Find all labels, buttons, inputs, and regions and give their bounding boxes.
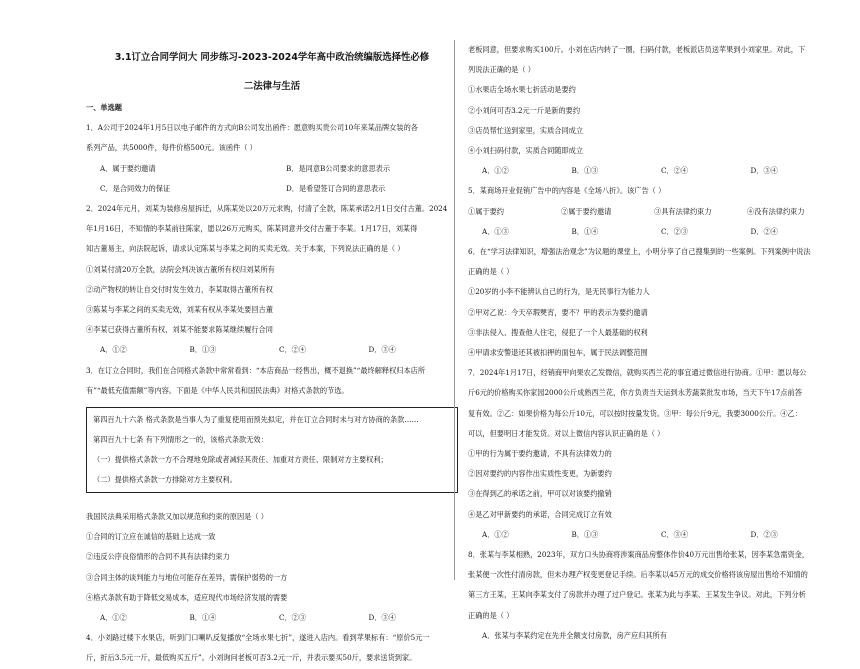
q2-option-d: D．③④	[368, 345, 396, 355]
q3-box-line1: 第四百九十六条 格式条款是当事人为了重复使用而预先拟定，并在订立合同时未与对方协商的条款……	[93, 415, 419, 425]
q4-cont-line2: 列说法正确的是（ ）	[468, 65, 535, 75]
q4-statement-2: ②小刘问可否3.2元一斤是新的要约	[468, 105, 581, 115]
q2-options	[86, 340, 458, 360]
q3-statement-4: ④格式条款有助于降低交易成本，适应现代市场经济发展的需要	[86, 592, 288, 602]
q3-statement-3: ③合同主体的谈判能力与地位可能存在差异，需保护弱势的一方	[86, 572, 288, 582]
q4-option-c: C．②④	[661, 166, 689, 176]
q4-options	[468, 161, 840, 181]
q5-options	[468, 222, 840, 242]
q3-box-line2: 第四百九十七条 有下列情形之一的，该格式条款无效：	[93, 435, 268, 445]
left-column	[86, 40, 458, 669]
q5-stem: 5．某商场开业促销广告中的内容是《全场八折》。该广告（ ）	[468, 186, 666, 196]
q1-stem-line1: 1．A公司于2024年1月5日以电子邮件的方式向B公司发出函件：愿意购买贵公司10年来某品牌女装的各	[86, 123, 418, 133]
q5-statement-2: ②属于要约邀请	[561, 206, 612, 216]
q5-option-d: D．②④	[750, 226, 778, 236]
q1-option-c: C．是合同效力的保证	[100, 183, 171, 193]
q6-stem-line1: 6．在“学习法律知识，增强法治观念”为议题的课堂上，小明分享了自己搜集到的一些案例。下列案例中说法	[468, 247, 811, 257]
q3-option-a: A．①②	[100, 613, 127, 623]
q1-option-b: B．是同意B公司要求的意思表示	[286, 163, 391, 173]
q8-option-a: A．张某与李某约定在先并全额支付房款，房产应归其所有	[482, 630, 667, 640]
q1-stem-line2: 系列产品，共5000件，每件价格500元。该函件（ ）	[86, 143, 257, 153]
q6-stem-line2: 正确的是（ ）	[468, 267, 514, 277]
right-column	[468, 40, 840, 646]
q2-option-b: B．①③	[189, 345, 217, 355]
q2-stem-line2: 年1月16日，不知情的李某前往陈家，愿以26万元购买，陈某同意并交付古董于李某。1月17日，刘某得	[86, 224, 418, 234]
q1-option-d: D．是希望签订合同的意思表示	[286, 183, 386, 193]
q3-option-d: D．③④	[368, 613, 396, 623]
q3-stem-line2: 有”“最低充值需额”等内容。下面是《中华人民共和国民法典》对格式条款的节选。	[86, 385, 349, 395]
q2-option-a: A．①②	[100, 345, 127, 355]
q4-statement-4: ④小刘扫码付款，实质合同随即成立	[468, 146, 584, 156]
q8-stem-line2: 张某便一次性付清房款，但未办理产权变更登记手续。后李某以45万元的成交价格将该房屋出售给不知情的	[468, 570, 808, 580]
q8-stem-line1: 8．张某与李某相熟，2023年，双方口头协商将涉案商品房整体作价40万元出售给张某，因李某急需资金，	[468, 550, 810, 560]
q5-statement-1: ①属于要约	[468, 206, 504, 216]
q8-stem-line4: 正确的是（ ）	[468, 610, 514, 620]
q3-option-c: C．②③	[279, 613, 307, 623]
q6-statement-2: ②甲对乙说：今天卒瑕僰宵，要不？甲的表示为要约邀请	[468, 307, 648, 317]
q2-stem-line3: 知古董易主，向法院起诉，请求认定陈某与李某之间的买卖无效。关于本案，下列说法正确的是（ ）	[86, 244, 405, 254]
q5-statement-3: ③具有法律约束力	[654, 206, 712, 216]
q7-stem-line1: 7．2024年1月17日，经销商甲向果农乙发微信，就购买西兰花的事宜通过微信进行协商。①甲：愿以每公	[468, 368, 807, 378]
q2-statement-1: ①刘某付清20万全款，法院会判决该古董所有权归刘某所有	[86, 264, 275, 274]
q7-statement-3: ③在得到乙的承诺之前，甲可以对该要约撤销	[468, 489, 612, 499]
q6-statement-4: ④甲请求安警退还其被扣押的面包车，属于民法调整范围	[468, 348, 648, 358]
q5-option-b: B．①④	[571, 226, 599, 236]
q1-options-row1	[86, 159, 458, 179]
q7-statement-4: ④是乙对甲新要约的承诺，合同完成订立有效	[468, 509, 612, 519]
q7-stem-line4: 可以，但要明日才能发货。对以上微信内容认识正确的是（ ）	[468, 428, 665, 438]
q5-statements	[468, 202, 840, 222]
q5-option-c: C．②③	[661, 226, 689, 236]
q3-stem-line1: 3．在订立合同时，我们在合同格式条款中常常看到：“本店商品一经售出，概不退换”“最终解释权归本店所	[86, 365, 426, 375]
section-heading: 一、单选题	[86, 103, 122, 112]
q4-statement-1: ①水果店全场水果七折活动是要约	[468, 85, 576, 95]
q7-statement-2: ②因对要约的内容作出实质性变更，为新要约	[468, 469, 612, 479]
q2-statement-4: ④李某已获得古董所有权，刘某不能要求陈某继续履行合同	[86, 325, 273, 335]
q7-stem-line2: 斤6元的价格购买你家园2000公斤成熟西兰花，你方负责当天运到永芳蔬菜批发市场，当天下午17点前答	[468, 388, 802, 398]
doc-title-line2: 二法律与生活	[243, 81, 301, 92]
q2-statement-3: ③陈某与李某之间的买卖无效，刘某有权从李某处要回古董	[86, 305, 273, 315]
q7-option-d: D．②③	[750, 529, 778, 539]
q7-statement-1: ①甲的行为属于要约邀请，不具有法律效力的	[468, 449, 612, 459]
q6-statement-1: ①20岁的小李不能辨认自己的行为，是无民事行为能力人	[468, 287, 650, 297]
q5-option-a: A．①③	[482, 226, 509, 236]
q3-question: 我国民法典采用格式条款又加以规范和约束的原因是（ ）	[86, 512, 268, 522]
column-divider	[454, 40, 455, 580]
q3-box-line4: （二）提供格式条款一方排除对方主要权利。	[93, 475, 237, 485]
q7-options	[468, 525, 840, 545]
q5-statement-4: ④没有法律约束力	[747, 206, 805, 216]
q3-quote-box	[86, 407, 458, 493]
q3-box-line3: （一）提供格式条款一方不合理地免除或者减轻其责任、加重对方责任、限制对方主要权利；	[93, 455, 388, 465]
q4-option-a: A．①②	[482, 166, 509, 176]
q4-cont-line1: 老板同意，但要求购买100斤。小刘在店内转了一圈，扫码付款，老板派店员送苹果到小刘家里。对此，下	[468, 45, 806, 54]
q2-option-c: C．②④	[279, 345, 307, 355]
q2-stem-line1: 2．2024年元月，刘某为装修房屋拆迁，从陈某处以20万元求购，付清了全款，陈某承诺2月1日交付古董。2024	[86, 204, 448, 214]
q4-stem-line1: 4．小刘路过楼下水果店，听到门口喇叭反复播放“全场水果七折”，遂进入店内。看到苹果标有：“原价5元一	[86, 633, 430, 643]
q6-statement-3: ③非法侵入、搜查他人住宅，侵犯了一个人最基础的权利	[468, 327, 648, 337]
q3-option-b: B．①④	[189, 613, 217, 623]
q4-stem-line2: 斤，折后3.5元一斤，最低购买五斤”。小刘询问老板可否3.2元一斤，并表示要买50斤，要求送货到家。	[86, 653, 417, 663]
q7-option-a: A．①②	[482, 529, 509, 539]
q1-options-row2	[86, 179, 458, 199]
q4-statement-3: ③店员帮忙送到家里，实质合同成立	[468, 125, 584, 135]
q3-statement-1: ①合同的订立应在诚信的基础上达成一致	[86, 532, 216, 542]
q2-statement-2: ②动产物权的转让自交付时发生效力，李某取得古董所有权	[86, 284, 273, 294]
q8-stem-line3: 第三方王某，王某向李某支付了房款并办理了过户登记。张某为此与李某、王某发生争议。对此，下列分析	[468, 590, 806, 600]
q7-option-b: B．①③	[571, 529, 599, 539]
q4-option-b: B．①③	[571, 166, 599, 176]
q7-stem-line3: 复有效。②乙：如果价格为每公斤10元，可以按时按量发货。③甲：每公斤9元，我要3000公斤。④乙：	[468, 408, 802, 418]
q4-option-d: D．③④	[750, 166, 778, 176]
q7-option-c: C．③④	[661, 529, 689, 539]
doc-title-line1: 3.1订立合同学问大 同步练习-2023-2024学年高中政治统编版选择性必修	[114, 52, 430, 63]
q1-option-a: A．属于要约邀请	[100, 163, 156, 173]
q3-options	[86, 608, 458, 628]
q3-statement-2: ②违反公序良俗情形的合同不具有法律约束力	[86, 552, 230, 562]
